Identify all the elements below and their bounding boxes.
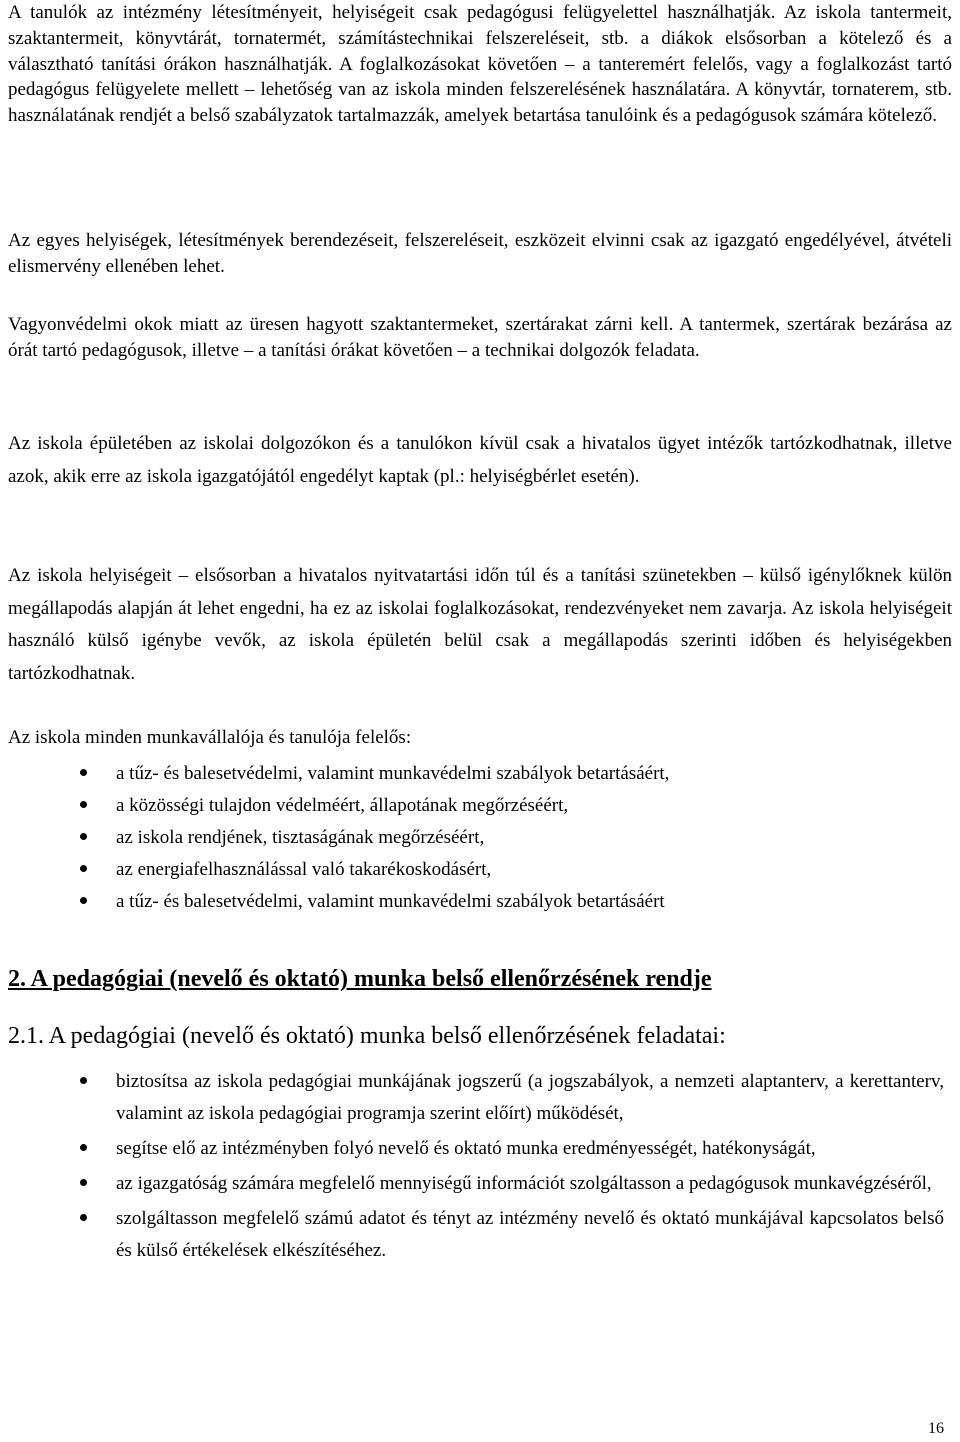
list-item xyxy=(116,854,952,886)
bullet-icon xyxy=(80,833,87,840)
task-list xyxy=(116,1066,944,1270)
list-item-text: az iskola rendjének, tisztaságának megőrzéséért, xyxy=(116,827,485,848)
list-item-text: a tűz- és balesetvédelmi, valamint munkavédelmi szabályok betartásáért, xyxy=(116,763,670,784)
paragraph-responsibility-intro: Az iskola minden munkavállalója és tanulója felelős: xyxy=(8,727,412,748)
bullet-icon xyxy=(80,1144,87,1151)
paragraph-equipment-removal: Az egyes helyiségek, létesítmények berendezéseit, felszereléseit, eszközeit elvinni csak az igazgató engedélyével, átvételi elismervény ellenében lehet. xyxy=(8,230,952,277)
list-item-text: a tűz- és balesetvédelmi, valamint munkavédelmi szabályok betartásáért xyxy=(116,891,665,912)
paragraph-property-protection: Vagyonvédelmi okok miatt az üresen hagyott szaktantermeket, szertárakat zárni kell. A tantermek, szertárak bezárása az órát tartó pedagógusok, illetve – a tanítási órákat követően – a technikai dolgozók feladata. xyxy=(8,314,952,361)
paragraph-external-rental: Az iskola helyiségeit – elsősorban a hivatalos nyitvatartási időn túl és a tanítási szünetekben – külső igénylőknek külön megállapodás alapján át lehet engedni, ha ez az iskolai foglalkozásokat, rendezvényeket nem zavarja. Az iskola helyiségeit használó külső igénybe vevők, az iskola épületén belül csak a megállapodás szerinti időben és helyiségekben tartózkodhatnak. xyxy=(8,565,952,685)
list-item-text: segítse elő az intézményben folyó nevelő és oktató munka eredményességét, hatékonyságát, xyxy=(116,1138,816,1159)
list-item-text: az igazgatóság számára megfelelő mennyiségű információt szolgáltasson a pedagógusok munkavégzéséről, xyxy=(116,1173,932,1194)
list-item-text: az energiafelhasználással való takarékoskodásért, xyxy=(116,859,492,880)
bullet-icon xyxy=(80,801,87,808)
list-item-text: a közösségi tulajdon védelméért, állapotának megőrzéséért, xyxy=(116,795,569,816)
bullet-icon xyxy=(80,865,87,872)
list-item xyxy=(116,790,952,822)
page-number: 16 xyxy=(928,1420,944,1437)
list-item xyxy=(116,1066,944,1130)
bullet-icon xyxy=(80,1179,87,1186)
list-item xyxy=(116,1203,944,1267)
responsibility-list xyxy=(116,758,952,918)
list-item xyxy=(116,1168,944,1200)
list-item xyxy=(116,1133,944,1165)
paragraph-building-access: Az iskola épületében az iskolai dolgozókon és a tanulókon kívül csak a hivatalos ügyet intézők tartózkodhatnak, illetve azok, akik erre az iskola igazgatójától engedélyt kaptak (pl.: helyiségbérlet esetén). xyxy=(8,433,952,487)
list-item xyxy=(116,758,952,790)
subsection-heading: 2.1. A pedagógiai (nevelő és oktató) munka belső ellenőrzésének feladatai: xyxy=(8,1023,726,1049)
list-item-text: szolgáltasson megfelelő számú adatot és tényt az intézmény nevelő és oktató munkájával kapcsolatos belső és külső értékelések elkészítéséhez. xyxy=(116,1208,944,1261)
section-heading: 2. A pedagógiai (nevelő és oktató) munka belső ellenőrzésének rendje xyxy=(8,966,712,992)
bullet-icon xyxy=(80,897,87,904)
list-item-text: biztosítsa az iskola pedagógiai munkájának jogszerű (a jogszabályok, a nemzeti alaptanterv, a kerettanterv, valamint az iskola pedagógiai programja szerint előírt) működését, xyxy=(116,1071,944,1124)
paragraph-facility-use: A tanulók az intézmény létesítményeit, helyiségeit csak pedagógusi felügyelettel használhatják. Az iskola tantermeit, szaktantermeit, könyvtárát, tornatermét, számítástechnikai felszereléseit, stb. a diákok elsősorban a kötelező és a választható tanítási órákon használhatják. A foglalkozásokat követően – a tanteremért felelős, vagy a foglalkozást tartó pedagógus felügyelete mellett – lehetőség van az iskola minden felszerelésének használatára. A könyvtár, tornaterem, stb. használatának rendjét a belső szabályzatok tartalmazzák, amelyek betartása tanulóink és a pedagógusok számára kötelező. xyxy=(8,2,952,127)
bullet-icon xyxy=(80,769,87,776)
bullet-icon xyxy=(80,1214,87,1221)
bullet-icon xyxy=(80,1077,87,1084)
list-item xyxy=(116,822,952,854)
list-item xyxy=(116,886,952,918)
